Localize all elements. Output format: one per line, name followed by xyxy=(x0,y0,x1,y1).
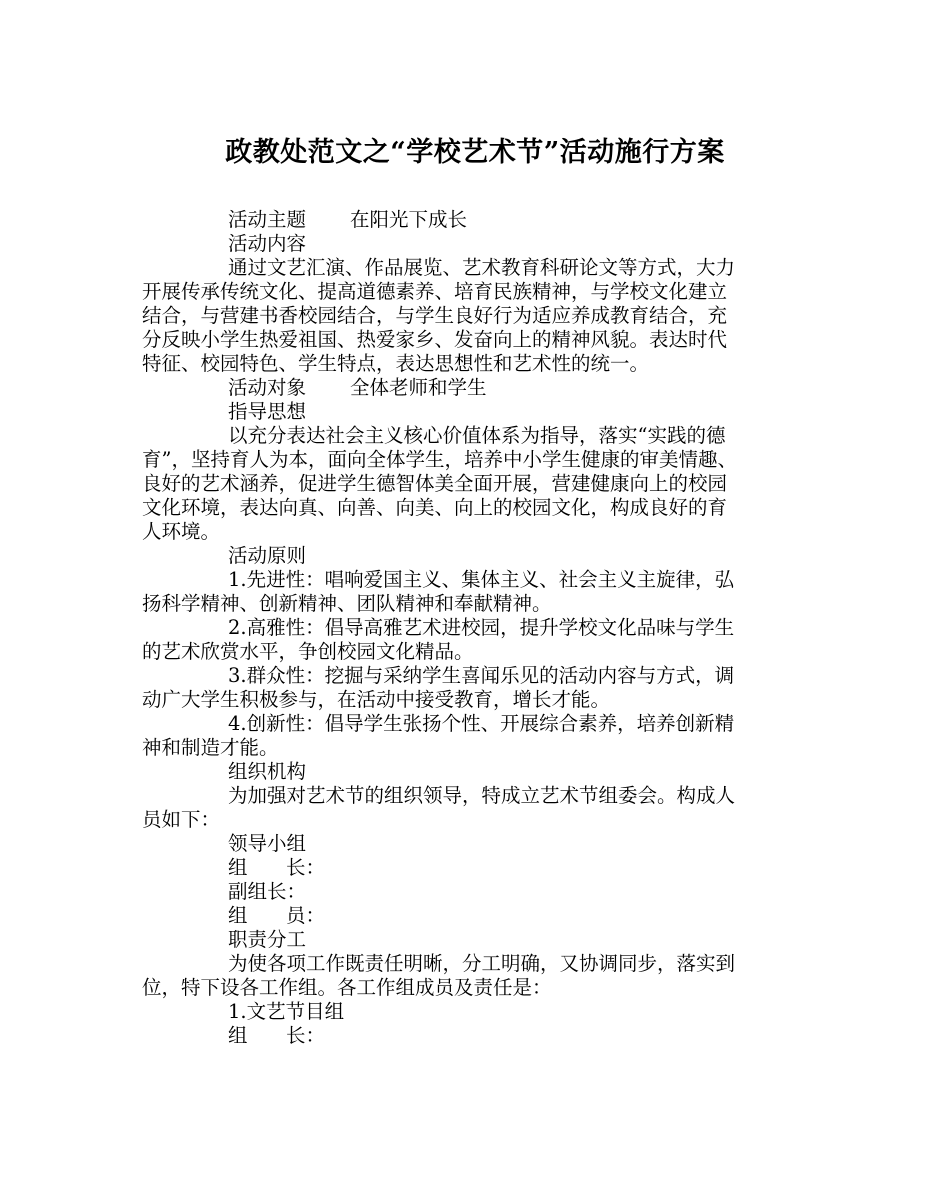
principle-item: 1.先进性：唱响爱国主义、集体主义、社会主义主旋律，弘 xyxy=(228,568,735,591)
principle-item-cont: 的艺术欣赏水平，争创校园文化精品。 xyxy=(142,640,474,663)
duty-paragraph-line: 为使各项工作既责任明晰，分工明确，又协调同步，落实到 xyxy=(228,952,736,975)
guide-paragraph-line: 人环境。 xyxy=(142,520,221,543)
content-paragraph-line: 通过文艺汇演、作品展览、艺术教育科研论文等方式，大力 xyxy=(228,256,736,279)
group1-label: 1.文艺节目组 xyxy=(228,1000,345,1023)
guide-paragraph-line: 良好的艺术涵养，促进学生德智体美全面开展，营建健康向上的校园 xyxy=(142,472,728,495)
member-zu: 组 xyxy=(228,904,248,927)
principle-item-cont: 动广大学生积极参与，在活动中接受教育，增长才能。 xyxy=(142,688,611,711)
guide-label: 指导思想 xyxy=(228,400,307,423)
principle-item-cont: 扬科学精神、创新精神、团队精神和奉献精神。 xyxy=(142,592,552,615)
group1-zhang: 长： xyxy=(286,1024,326,1047)
target-line xyxy=(142,376,810,400)
principle-label: 活动原则 xyxy=(228,544,307,567)
content-label: 活动内容 xyxy=(228,232,307,255)
content-paragraph-line: 特征、校园特色、学生特点，表达思想性和艺术性的统一。 xyxy=(142,352,650,375)
document-title: 政教处范文之“学校艺术节”活动施行方案 xyxy=(225,137,725,168)
leader-zhang: 长： xyxy=(286,856,326,879)
guide-paragraph-line: 育”，坚持育人为本，面向全体学生，培养中小学生健康的审美情趣、 xyxy=(142,448,737,471)
org-paragraph-line: 为加强对艺术节的组织领导，特成立艺术节组委会。构成人 xyxy=(228,784,736,807)
vice-leader-line: 副组长： xyxy=(228,880,307,903)
group1-zu: 组 xyxy=(228,1024,248,1047)
duty-label: 职责分工 xyxy=(228,928,307,951)
duty-paragraph-line: 位，特下设各工作组。各工作组成员及责任是： xyxy=(142,976,552,999)
org-paragraph-line: 员如下： xyxy=(142,808,221,831)
leader-group-label: 领导小组 xyxy=(228,832,307,855)
content-paragraph-line: 开展传承传统文化、提高道德素养、培育民族精神，与学校文化建立 xyxy=(142,280,728,303)
guide-paragraph-line: 以充分表达社会主义核心价值体系为指导，落实“实践的德 xyxy=(228,424,726,447)
content-paragraph-line: 结合，与营建书香校园结合，与学生良好行为适应养成教育结合，充 xyxy=(142,304,728,327)
principle-item-cont: 神和制造才能。 xyxy=(142,736,279,759)
principle-item: 4.创新性：倡导学生张扬个性、开展综合素养，培养创新精 xyxy=(228,712,735,735)
target-value: 全体老师和学生 xyxy=(350,376,487,399)
member-yuan: 员： xyxy=(286,904,326,927)
document-body xyxy=(142,208,810,1048)
leader-line xyxy=(142,856,810,880)
member-line xyxy=(142,904,810,928)
guide-paragraph-line: 文化环境，表达向真、向善、向美、向上的校园文化，构成良好的育 xyxy=(142,496,728,519)
theme-value: 在阳光下成长 xyxy=(350,208,468,231)
principle-item: 2.高雅性：倡导高雅艺术进校园，提升学校文化品味与学生 xyxy=(228,616,735,639)
theme-line xyxy=(142,208,810,232)
theme-label: 活动主题 xyxy=(228,208,307,231)
org-label: 组织机构 xyxy=(228,760,307,783)
content-paragraph-line: 分反映小学生热爱祖国、热爱家乡、发奋向上的精神风貌。表达时代 xyxy=(142,328,728,351)
leader-zu: 组 xyxy=(228,856,248,879)
principle-item: 3.群众性：挖掘与采纳学生喜闻乐见的活动内容与方式，调 xyxy=(228,664,735,687)
target-label: 活动对象 xyxy=(228,376,307,399)
group1-leader-line xyxy=(142,1024,810,1048)
